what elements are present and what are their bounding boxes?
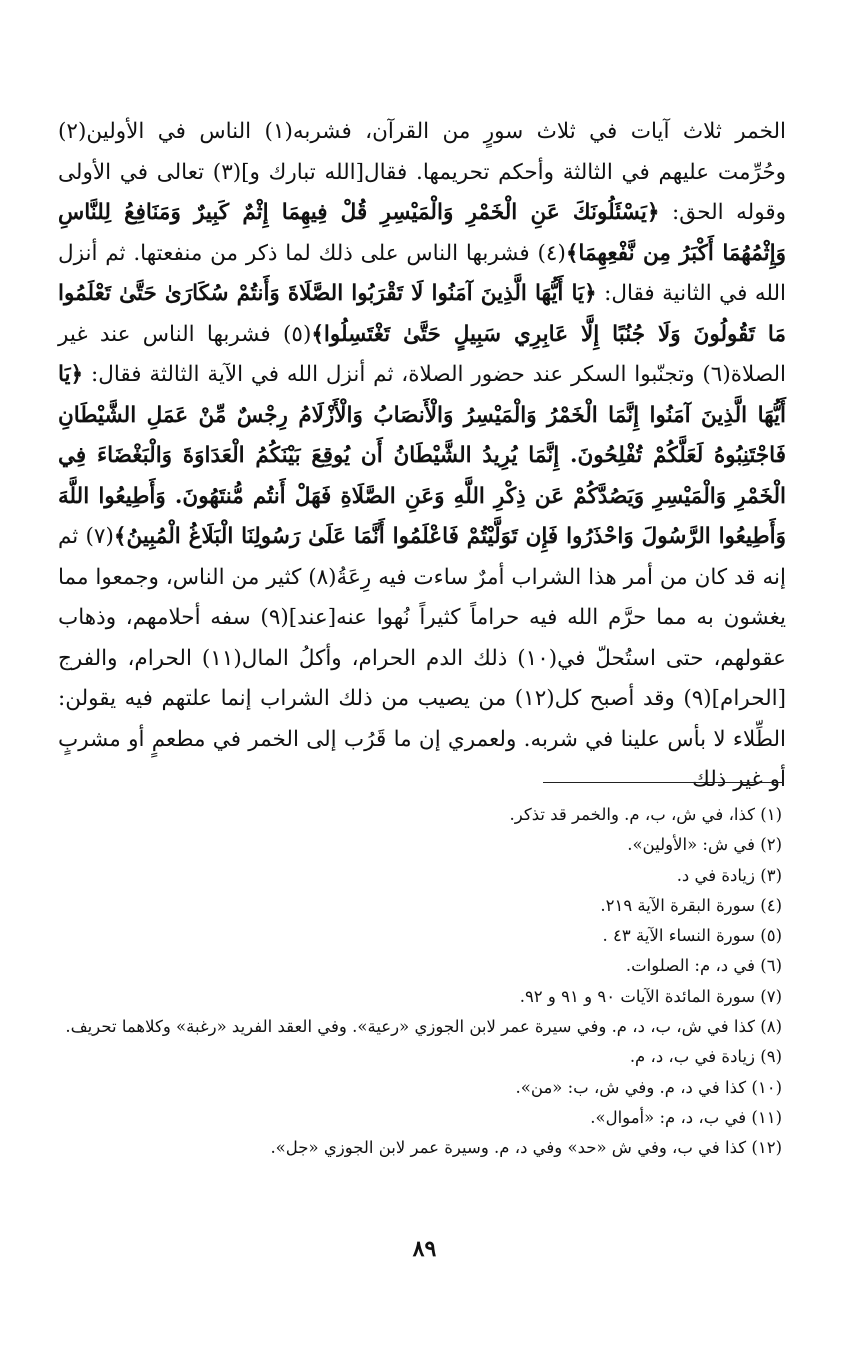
footnote-divider <box>543 782 783 783</box>
body-paragraph <box>58 112 786 801</box>
text-segment: (٤) فشربها الناس على ذلك لما ذكر من منفعتها. ثم أنزل الله في الثانية فقال: <box>58 240 786 306</box>
footnote: (٨) كذا في ش، ب، د، م. وفي سيرة عمر لابن الجوزي «رعية». وفي العقد الفريد «رغبة» وكلاهما تحريف. <box>65 1017 782 1037</box>
text-segment: الخمر ثلاث آيات في ثلاث سورٍ من القرآن، فشربه(١) الناس في الأولين(٢) وحُرِّمت عليهم في الثالثة وأحكم تحريمها. فقال[الله تبارك و](٣) تعالى في الأولى وقوله الحق: <box>58 119 787 225</box>
footnote: (١) كذا، في ش، ب، م. والخمر قد تذكر. <box>509 805 782 824</box>
footnote: (٧) سورة المائدة الآيات ٩٠ و ٩١ و ٩٢. <box>519 986 782 1006</box>
quran-verse: ﴿يَسْئَلُونَكَ عَنِ الْخَمْرِ وَالْمَيْسِرِ قُلْ فِيهِمَا إِثْمٌ كَبِيرٌ وَمَنَافِعُ لِلنَّاسِ وَإِثْمُهُمَا أَكْبَرُ مِن نَّفْعِهِمَا﴾ <box>58 200 786 266</box>
footnote: (٣) زيادة في د. <box>676 865 782 885</box>
page-number: ٨٩ <box>412 1236 437 1262</box>
text-segment: (٥) فشربها الناس عند غير الصلاة(٦) وتجنّبوا السكر عند حضور الصلاة، ثم أنزل الله في الآية الثالثة فقال: <box>58 321 786 387</box>
footnote: (١١) في ب، د، م: «أموال». <box>590 1107 782 1127</box>
footnote: (٢) في ش: «الأولين». <box>627 835 782 855</box>
footnote: (٥) سورة النساء الآية ٤٣ . <box>602 926 782 946</box>
quran-verse: ﴿يَا أَيُّهَا الَّذِينَ آمَنُوا إِنَّمَا الْخَمْرُ وَالْمَيْسِرُ وَالْأَنصَابُ وَالْأَزْلَامُ رِجْسٌ مِّنْ عَمَلِ الشَّيْطَانِ فَاجْتَنِبُوهُ لَعَلَّكُمْ تُفْلِحُونَ. إِنَّمَا يُرِيدُ الشَّيْطَانُ أَن يُوقِعَ بَيْنَكُمُ الْعَدَاوَةَ وَالْبَغْضَاءَ فِي الْخَمْرِ وَالْمَيْسِرِ وَيَصُدَّكُمْ عَن ذِكْرِ اللَّهِ وَعَنِ الصَّلَاةِ فَهَلْ أَنتُم مُّنتَهُونَ. وَأَطِيعُوا اللَّهَ وَأَطِيعُوا الرَّسُولَ وَاحْذَرُوا فَإِن تَوَلَّيْتُمْ فَاعْلَمُوا أَنَّمَا عَلَىٰ رَسُولِنَا الْبَلَاغُ الْمُبِينُ﴾ <box>58 362 786 549</box>
quran-verse: ﴿يَا أَيُّهَا الَّذِينَ آمَنُوا لَا تَقْرَبُوا الصَّلَاةَ وَأَنتُمْ سُكَارَىٰ حَتَّىٰ تَعْلَمُوا مَا تَقُولُونَ وَلَا جُنُبًا إِلَّا عَابِرِي سَبِيلٍ حَتَّىٰ تَغْتَسِلُوا﴾ <box>58 281 786 347</box>
main-text-block <box>58 112 786 801</box>
footnotes-list <box>62 800 782 1164</box>
footnote: (٤) سورة البقرة الآية ٢١٩. <box>600 895 782 915</box>
footnote: (٩) زيادة في ب، د، م. <box>629 1047 782 1067</box>
footnote: (١٢) كذا في ب، وفي ش «حد» وفي د، م. وسيرة عمر لابن الجوزي «جل». <box>270 1138 782 1158</box>
text-segment: (٧) ثم إنه قد كان من أمر هذا الشراب أمرٌ ساءت فيه رِعَةُ(٨) كثير من الناس، وجمعوا مما يغشون به مما حرَّم الله فيه حراماً كثيراً نُهوا عنه[عند](٩) سفه أحلامهم، وذهاب عقولهم، حتى استُحلّ في(١٠) ذلك الدم الحرام، وأكلُ المال(١١) الحرام، والفرج [الحرام](٩) وقد أصبح كل(١٢) من يصيب من ذلك الشراب إنما علتهم فيه يقولن: الطِّلاء لا بأس علينا في شربه. ولعمري إن ما قَرُب إلى الخمر في مطعمٍ أو مشربٍ أو غير ذلك <box>58 524 786 792</box>
footnote: (١٠) كذا في د، م. وفي ش، ب: «من». <box>515 1077 782 1097</box>
footnote: (٦) في د، م: الصلوات. <box>625 956 782 976</box>
